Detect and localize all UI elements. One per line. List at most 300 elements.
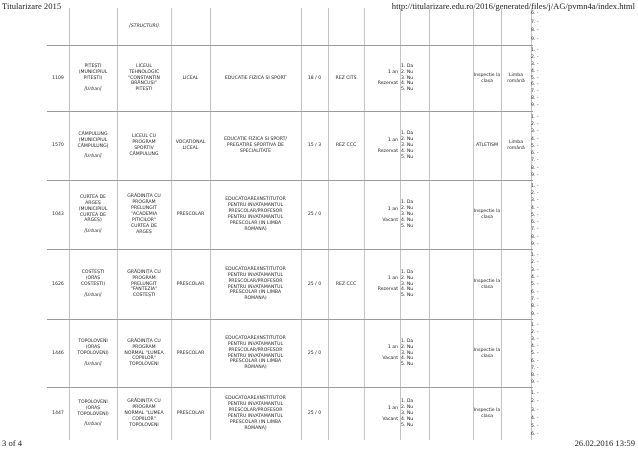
slot-item: 8. - bbox=[531, 304, 539, 310]
education-level: PRESCOLAR bbox=[176, 281, 205, 287]
school-unit-line: GRĂDINIȚA CU bbox=[127, 399, 161, 405]
condition-answers bbox=[401, 64, 413, 94]
slot-item: 4. - bbox=[531, 415, 539, 421]
column-divider bbox=[301, 8, 302, 45]
school-unit-line: GRĂDINIȚA CU bbox=[127, 338, 161, 344]
school-unit bbox=[129, 134, 158, 158]
post-status: Rezervat bbox=[377, 81, 398, 86]
slot-item: 2. - bbox=[531, 191, 539, 197]
cell-unit bbox=[117, 250, 171, 319]
post-discipline bbox=[225, 396, 286, 431]
location-line: (ORAȘ bbox=[85, 405, 101, 411]
hours: 18 / 0 bbox=[307, 75, 322, 81]
cell-lang bbox=[501, 320, 531, 387]
post-status: Vacant bbox=[382, 217, 398, 223]
post-discipline-line: PRESCOLAR/PROFESOR bbox=[228, 347, 283, 353]
duration-status bbox=[378, 138, 398, 155]
position-id: 1109 bbox=[52, 75, 64, 81]
slot-item: 6. - bbox=[531, 358, 539, 364]
slot-item: 8. - bbox=[531, 165, 539, 171]
slot-item: 8. - bbox=[531, 234, 539, 240]
education-level: PRESCOLAR bbox=[176, 212, 205, 218]
post-discipline-line: PENTRU INVATAMANTUL bbox=[227, 203, 284, 209]
print-header-title: Titularizare 2015 bbox=[2, 1, 62, 11]
cell-loc bbox=[69, 320, 117, 387]
location-line: COSTEȘTI) bbox=[80, 282, 106, 287]
column-divider bbox=[171, 8, 172, 45]
environment: [Urban] bbox=[84, 229, 102, 235]
hours: 15 / 3 bbox=[307, 143, 322, 149]
slot-item: 4. - bbox=[531, 205, 539, 211]
slot-item: 6. - bbox=[531, 82, 539, 88]
post-discipline-line: PENTRU INVATAMANTUL bbox=[227, 414, 284, 419]
cell-proba bbox=[473, 112, 501, 180]
duration: 1 an bbox=[387, 345, 398, 351]
duration: 1 an bbox=[387, 206, 398, 212]
slot-item: 1. - bbox=[531, 48, 539, 53]
print-header-url: http://titularizare.edu.ro/2016/generated/files/j/AG/pvmn4a/index.html bbox=[391, 1, 635, 11]
cell-answers bbox=[400, 112, 429, 180]
slot-item: 7. - bbox=[531, 365, 539, 371]
location-line: COSTEȘTI bbox=[81, 270, 105, 276]
school-unit bbox=[127, 270, 161, 300]
duration-status bbox=[382, 207, 398, 224]
slot-list bbox=[531, 390, 539, 440]
condition-answer: 1. Da bbox=[401, 399, 414, 405]
school-unit-line: PITEȘTI bbox=[135, 87, 153, 93]
slot-item: 1. - bbox=[531, 253, 539, 258]
post-discipline-line: ROMANA) bbox=[244, 425, 267, 431]
duration-status bbox=[382, 406, 398, 423]
column-divider bbox=[400, 8, 401, 45]
slot-item: 3. - bbox=[531, 198, 539, 204]
slot-item: 9. - bbox=[531, 311, 539, 317]
cell-loc bbox=[69, 112, 117, 180]
condition-answer: 5. Nu bbox=[401, 87, 414, 93]
school-unit-line: TOPOLOVENI bbox=[129, 362, 159, 368]
slot-item: 4. - bbox=[531, 344, 539, 350]
location-line: (ORAȘ bbox=[85, 276, 101, 282]
cell-answers bbox=[400, 250, 429, 319]
location-line: CÂMPULUNG bbox=[78, 131, 108, 137]
cell-id bbox=[47, 388, 69, 440]
location-line: PITEȘTI bbox=[84, 64, 102, 70]
exam-type: Inspectie la clasa bbox=[473, 72, 501, 84]
location bbox=[79, 64, 108, 93]
condition-answer: 1. Da bbox=[401, 63, 414, 69]
slot-item: 2. - bbox=[531, 260, 539, 266]
environment: [Urban] bbox=[84, 292, 102, 298]
post-discipline-line: SPECIALITATE bbox=[239, 148, 272, 154]
location bbox=[81, 270, 105, 299]
education-level: VOCATIONAL LICEAL bbox=[175, 140, 206, 151]
slot-item: 5. - bbox=[531, 143, 539, 149]
cell-sp1 bbox=[429, 250, 473, 319]
condition-answer: 5. Nu bbox=[401, 154, 414, 160]
slot-item: 4. - bbox=[531, 136, 539, 142]
cell-proba bbox=[473, 181, 501, 249]
condition-answers bbox=[401, 339, 413, 369]
location bbox=[77, 400, 108, 429]
cell-loc bbox=[69, 46, 117, 111]
cell-code bbox=[328, 388, 364, 440]
school-unit-line: "FANTEZIA" bbox=[130, 287, 158, 293]
cell-loc bbox=[69, 388, 117, 440]
cell-hours bbox=[301, 112, 328, 180]
exam-type: Inspectie la clasa bbox=[473, 347, 501, 359]
slot-item: 1. - bbox=[531, 323, 539, 328]
cell-durstatus bbox=[364, 250, 400, 319]
cell-id bbox=[47, 46, 69, 111]
slot-item: 9. - bbox=[531, 241, 539, 247]
cell-unit bbox=[117, 181, 171, 249]
condition-answer: 1. Da bbox=[401, 200, 414, 206]
school-unit-line: PITICILOR" bbox=[131, 217, 157, 223]
exam-type: Inspectie la clasa bbox=[473, 278, 501, 290]
location-line: CURTEA DE bbox=[79, 212, 107, 218]
post-discipline-line: PRESCOLAR (IN LIMBA bbox=[229, 220, 282, 226]
table-row bbox=[47, 181, 539, 250]
condition-answer: 4. Nu bbox=[401, 356, 414, 362]
slot-item: 9. - bbox=[531, 172, 539, 178]
environment: [Urban] bbox=[84, 361, 102, 367]
post-status: Rezervat bbox=[377, 148, 398, 154]
cell-code bbox=[328, 181, 364, 249]
cell-sp1 bbox=[429, 112, 473, 180]
duration-status bbox=[382, 345, 398, 362]
condition-answers bbox=[401, 270, 413, 300]
cell-level bbox=[171, 320, 210, 387]
condition-answer: 3. Nu bbox=[401, 75, 414, 81]
duration: 1 an bbox=[387, 137, 398, 143]
school-unit-line: PRELUNGIT bbox=[131, 206, 157, 212]
school-unit-line: PROGRAM bbox=[132, 140, 156, 146]
post-discipline-line: PREGATIRE SPORTIVA DE bbox=[226, 143, 285, 149]
post-discipline-line: PRESCOLAR (IN LIMBA bbox=[229, 419, 282, 425]
duration-status bbox=[378, 276, 398, 293]
school-unit-line: CÂMPULUNG bbox=[129, 151, 159, 157]
condition-answer: 3. Nu bbox=[401, 143, 414, 149]
school-unit-line: CURTEA DE bbox=[130, 223, 158, 229]
school-unit-line: PROGRAM bbox=[132, 275, 156, 281]
school-unit-line: TOPOLOVENI bbox=[129, 422, 159, 428]
cell-hours bbox=[301, 250, 328, 319]
slot-item: 2. - bbox=[531, 330, 539, 336]
school-unit bbox=[124, 399, 163, 429]
teaching-language: Limba română bbox=[507, 72, 525, 84]
post-discipline bbox=[225, 76, 286, 82]
condition-answer: 4. Nu bbox=[401, 416, 414, 422]
cell-hours bbox=[301, 181, 328, 249]
condition-answer: 4. Nu bbox=[401, 148, 414, 154]
school-unit-line: PROGRAM bbox=[132, 200, 156, 206]
position-id: 1446 bbox=[52, 350, 64, 356]
slot-list bbox=[531, 252, 539, 318]
cell-id bbox=[47, 181, 69, 249]
environment: [Urban] bbox=[84, 154, 102, 160]
cell-proba bbox=[473, 320, 501, 387]
environment: [Urban] bbox=[84, 86, 102, 92]
table-row-continued bbox=[47, 8, 539, 46]
school-unit-line: GRĂDINIȚA CU bbox=[127, 269, 161, 275]
slot-item: 6. - bbox=[531, 432, 539, 438]
location-line: CURTEA DE bbox=[79, 194, 107, 200]
cell-level bbox=[171, 46, 210, 111]
condition-answer: 3. Nu bbox=[401, 281, 414, 287]
slot-item: 5. - bbox=[531, 351, 539, 357]
cell-id bbox=[47, 112, 69, 180]
location-line: TOPOLOVENI) bbox=[77, 351, 109, 356]
cell-proba bbox=[473, 46, 501, 111]
education-level: PRESCOLAR bbox=[176, 411, 205, 417]
condition-answers bbox=[401, 200, 413, 230]
cell-proba bbox=[473, 388, 501, 440]
browser-print-footer bbox=[0, 437, 638, 451]
school-unit-line: ARGEȘ bbox=[136, 229, 152, 235]
slot-item: 4. - bbox=[531, 274, 539, 280]
slot-item: 2. - bbox=[531, 54, 539, 60]
condition-answer: 1. Da bbox=[401, 131, 414, 137]
slot-item: 8. - bbox=[531, 96, 539, 102]
slot-list bbox=[531, 114, 539, 179]
condition-answer: 1. Da bbox=[401, 338, 414, 344]
cell-code bbox=[328, 46, 364, 111]
location-line: TOPOLOVENI) bbox=[77, 411, 109, 417]
cell-unit bbox=[117, 388, 171, 440]
position-id: 1626 bbox=[52, 281, 64, 287]
cell-level bbox=[171, 250, 210, 319]
cell-hours bbox=[301, 388, 328, 440]
school-unit-line: PRELUNGIT bbox=[131, 281, 157, 287]
school-unit-line: "CONSTANTIN bbox=[128, 75, 160, 81]
slot-item: 9. - bbox=[531, 36, 539, 42]
column-divider bbox=[364, 8, 365, 45]
cell-post bbox=[210, 112, 301, 180]
post-discipline-line: ROMANA) bbox=[244, 226, 267, 232]
post-discipline-line: EDUCATIE FIZICA SI SPORT bbox=[224, 75, 287, 81]
slot-item: 3. - bbox=[531, 337, 539, 343]
slot-item: 6. - bbox=[531, 220, 539, 226]
school-unit-line: "ACADEMIA bbox=[130, 212, 158, 218]
slot-item: 3. - bbox=[531, 407, 539, 413]
cell-durstatus bbox=[364, 388, 400, 440]
table-row bbox=[47, 250, 539, 320]
position-id: 1043 bbox=[52, 212, 64, 218]
location-line: ARGEȘ bbox=[85, 200, 101, 206]
cell-unit bbox=[117, 320, 171, 387]
cell-hours bbox=[301, 320, 328, 387]
education-level: LICEAL bbox=[182, 75, 199, 81]
condition-answer: 2. Nu bbox=[401, 344, 414, 350]
table-row bbox=[47, 320, 539, 388]
post-discipline bbox=[224, 137, 287, 155]
cell-answers bbox=[400, 181, 429, 249]
slot-item: 2. - bbox=[531, 399, 539, 405]
cell-durstatus bbox=[364, 320, 400, 387]
slot-item: 1. - bbox=[531, 184, 539, 189]
condition-answers bbox=[401, 131, 413, 161]
condition-answer: 4. Nu bbox=[401, 287, 414, 293]
cell-level bbox=[171, 181, 210, 249]
duration: 1 an bbox=[387, 405, 398, 411]
post-discipline-line: ROMANA) bbox=[244, 365, 267, 371]
cell-answers bbox=[400, 388, 429, 440]
school-unit-line: GRĂDINIȚA CU bbox=[127, 194, 161, 200]
print-footer-page: 3 of 4 bbox=[2, 438, 23, 448]
slot-item: 8. - bbox=[531, 28, 539, 33]
school-unit-line: PROGRAM bbox=[132, 344, 156, 350]
post-discipline bbox=[225, 336, 286, 371]
table-row bbox=[47, 46, 539, 112]
column-divider bbox=[501, 8, 502, 45]
post-discipline-line: PENTRU INVATAMANTUL bbox=[227, 284, 284, 290]
school-unit-line: LICEUL CU bbox=[132, 134, 156, 140]
location-line: ARGEȘ) bbox=[84, 218, 102, 224]
cell-unit bbox=[117, 112, 171, 180]
location bbox=[79, 195, 108, 235]
position-id: 1447 bbox=[52, 411, 64, 417]
post-status: Rezervat bbox=[377, 287, 398, 292]
cell-level bbox=[171, 388, 210, 440]
school-unit-line: BRÂNCUȘI" bbox=[131, 81, 157, 87]
column-divider bbox=[473, 8, 474, 45]
post-discipline-line: ROMANA) bbox=[244, 296, 267, 302]
condition-answer: 2. Nu bbox=[401, 275, 414, 281]
school-unit-line: NORMAL "LUMEA bbox=[124, 411, 164, 417]
location-line: (MUNICIPIUL bbox=[78, 206, 108, 212]
slot-item: 3. - bbox=[531, 129, 539, 135]
location bbox=[78, 132, 109, 161]
post-discipline bbox=[225, 197, 286, 232]
post-discipline-line: PENTRU INVATAMANTUL bbox=[227, 402, 284, 408]
column-divider bbox=[328, 8, 329, 45]
slot-item: 5. - bbox=[531, 75, 539, 81]
cell-post bbox=[210, 250, 301, 319]
cell-code bbox=[328, 112, 364, 180]
post-discipline-line: EDUCATOARE/INSTITUTOR bbox=[225, 396, 286, 402]
duration-status bbox=[378, 70, 398, 87]
slot-item: 7. - bbox=[531, 227, 539, 233]
slot-item: 6. - bbox=[531, 151, 539, 157]
post-discipline-line: PRESCOLAR (IN LIMBA bbox=[229, 359, 282, 365]
condition-answer: 4. Nu bbox=[401, 81, 414, 87]
location-line: (ORAȘ bbox=[85, 345, 101, 351]
post-discipline-line: PRESCOLAR/PROFESOR bbox=[228, 278, 283, 284]
education-level: PRESCOLAR bbox=[176, 350, 205, 356]
reservation-code: REZ CCC bbox=[335, 281, 357, 287]
duration: 1 an bbox=[387, 70, 398, 76]
cell-id bbox=[47, 320, 69, 387]
cell-durstatus bbox=[364, 181, 400, 249]
cell-lang bbox=[501, 46, 531, 111]
condition-answer: 3. Nu bbox=[401, 411, 414, 417]
school-unit-line: SPORTIV bbox=[134, 146, 154, 151]
cell-durstatus bbox=[364, 46, 400, 111]
location-line: (MUNICIPIUL bbox=[78, 137, 108, 143]
location-line: TOPOLOVENI bbox=[78, 399, 108, 405]
condition-answer: 2. Nu bbox=[401, 69, 414, 75]
column-divider bbox=[429, 8, 430, 45]
school-unit-line: COSTEȘTI bbox=[132, 293, 156, 299]
hours: 25 / 0 bbox=[307, 350, 322, 356]
school-unit-line: COPIILOR" bbox=[132, 416, 156, 422]
school-unit-line: TEHNOLOGIC bbox=[128, 69, 160, 75]
cell-answers bbox=[400, 46, 429, 111]
post-status: Vacant bbox=[382, 356, 398, 361]
duration: 1 an bbox=[387, 276, 398, 282]
positions-table bbox=[47, 8, 539, 440]
post-discipline-line: EDUCATOARE/INSTITUTOR bbox=[225, 335, 286, 341]
structures-label-text: [STRUCTURI] bbox=[129, 23, 159, 29]
reservation-code: REZ CITS bbox=[335, 75, 357, 81]
school-unit bbox=[124, 339, 163, 369]
slot-item: 7. - bbox=[531, 19, 539, 25]
post-discipline-line: EDUCATOARE/INSTITUTOR bbox=[225, 197, 286, 203]
slot-list bbox=[531, 10, 539, 44]
condition-answer: 2. Nu bbox=[401, 137, 414, 143]
location bbox=[77, 339, 108, 368]
condition-answer: 5. Nu bbox=[401, 422, 414, 428]
school-unit bbox=[127, 194, 161, 235]
environment: [Urban] bbox=[84, 422, 102, 428]
post-discipline-line: PRESCOLAR/PROFESOR bbox=[228, 408, 283, 414]
cell-sp1 bbox=[429, 181, 473, 249]
cell-sp1 bbox=[429, 320, 473, 387]
slot-item: 3. - bbox=[531, 61, 539, 67]
slot-item: 5. - bbox=[531, 282, 539, 288]
location-line: (MUNICIPIUL bbox=[78, 70, 108, 76]
cell-level bbox=[171, 112, 210, 180]
cell-post bbox=[210, 181, 301, 249]
post-discipline bbox=[225, 267, 286, 302]
condition-answers bbox=[401, 399, 413, 429]
cell-lang bbox=[501, 388, 531, 440]
school-unit-line: NORMAL "LUMEA bbox=[124, 350, 164, 356]
condition-answer: 2. Nu bbox=[401, 405, 414, 411]
post-discipline-line: EDUCATOARE/INSTITUTOR bbox=[225, 266, 286, 272]
slot-item: 7. - bbox=[531, 296, 539, 302]
post-status: Vacant bbox=[382, 416, 398, 422]
cell-unit bbox=[117, 46, 171, 111]
cell-durstatus bbox=[364, 112, 400, 180]
table-row bbox=[47, 388, 539, 440]
condition-answer: 4. Nu bbox=[401, 217, 414, 223]
structures-label bbox=[117, 8, 171, 45]
school-unit-line: LICEUL bbox=[136, 63, 152, 69]
slot-item: 6. - bbox=[531, 11, 539, 16]
cell-post bbox=[210, 46, 301, 111]
post-discipline-line: PENTRU INVATAMANTUL bbox=[227, 353, 284, 359]
cell-loc bbox=[69, 250, 117, 319]
cell-id bbox=[47, 250, 69, 319]
cell-loc bbox=[69, 181, 117, 249]
location-line: CÂMPULUNG) bbox=[77, 143, 109, 149]
print-footer-datetime: 26.02.2016 13:59 bbox=[574, 438, 635, 448]
condition-answer: 1. Da bbox=[401, 269, 414, 275]
cell-code bbox=[328, 320, 364, 387]
cell-lang bbox=[501, 181, 531, 249]
cell-hours bbox=[301, 46, 328, 111]
location-line: TOPOLOVENI bbox=[78, 339, 108, 345]
school-unit bbox=[128, 64, 160, 94]
slot-list bbox=[531, 183, 539, 248]
column-divider bbox=[210, 8, 211, 45]
condition-answer: 3. Nu bbox=[401, 350, 414, 356]
slot-item: 2. - bbox=[531, 122, 539, 128]
post-discipline-line: PENTRU INVATAMANTUL bbox=[227, 272, 284, 278]
slot-item: 7. - bbox=[531, 89, 539, 95]
reservation-code: REZ CCC bbox=[335, 143, 357, 149]
